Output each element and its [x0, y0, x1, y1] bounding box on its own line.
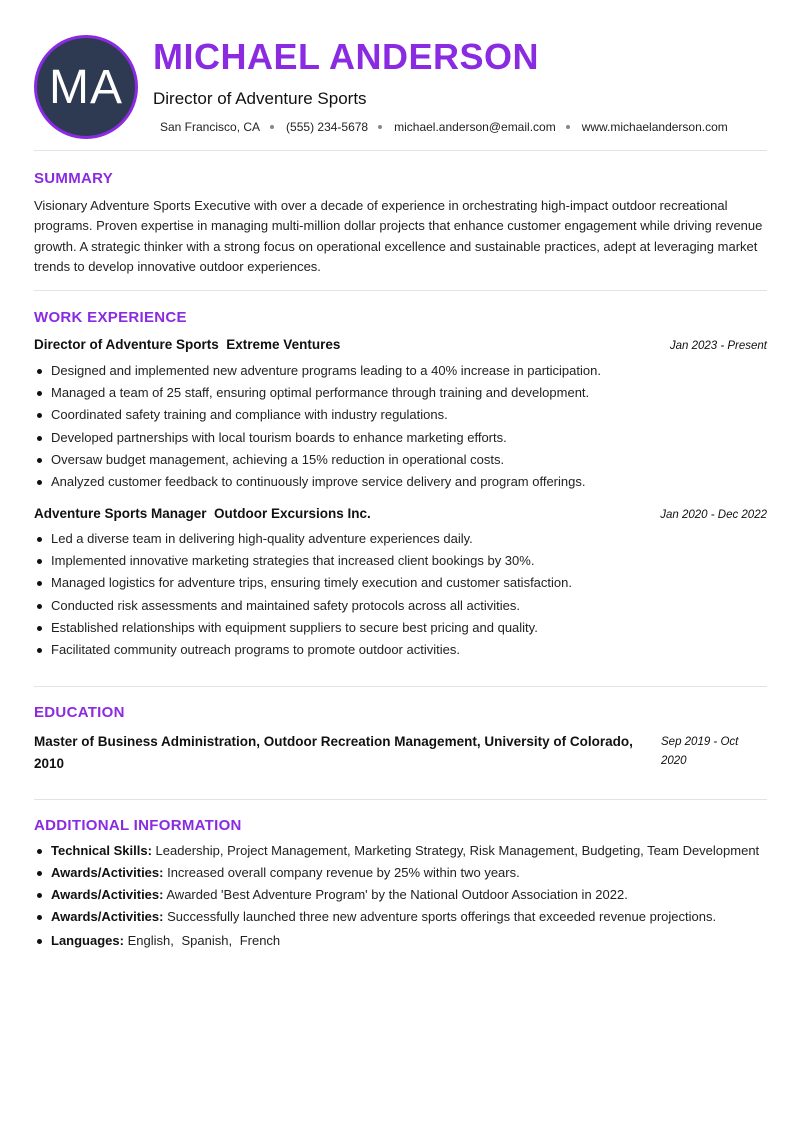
job-bullet: Developed partnerships with local tourism boards to enhance marketing efforts. [34, 427, 767, 449]
job-bullet: Implemented innovative marketing strategies that increased client bookings by 30%. [34, 550, 767, 572]
summary-text: Visionary Adventure Sports Executive with over a decade of experience in orchestrating high-impact outdoor recreational programs. Proven expertise in managing multi-million dollar projects that enhance customer engagement while driving revenue growth. A strategic thinker with a strong focus on operational excellence and sustainable practices, adept at leveraging market trends to develop innovative outdoor experiences. [34, 198, 763, 274]
info-label: Awards/Activities: [51, 909, 164, 924]
info-text: Awarded 'Best Adventure Program' by the National Outdoor Association in 2022. [166, 887, 628, 902]
separator-dot [566, 125, 570, 129]
job-role: Director of Adventure Sports Extreme Ventures [34, 337, 341, 352]
job-dates: Jan 2023 - Present [669, 340, 767, 352]
avatar-initials: MA [49, 60, 123, 114]
candidate-title: Director of Adventure Sports [153, 89, 367, 108]
info-item [34, 864, 767, 883]
separator-dot [378, 125, 382, 129]
education-degree: Master of Business Administration, Outdoor Recreation Management, University of Colorado, 2010 [34, 734, 633, 771]
contact-phone[interactable]: (555) 234-5678 [286, 120, 369, 134]
info-item [34, 908, 767, 927]
job-dates: Jan 2020 - Dec 2022 [660, 509, 767, 521]
info-text: Successfully launched three new adventure sports offerings that exceeded revenue projections. [167, 909, 717, 924]
divider [34, 290, 767, 291]
job-bullet: Established relationships with equipment suppliers to secure best pricing and quality. [34, 617, 767, 639]
job-bullets [34, 528, 767, 661]
contact-location: San Francisco, CA [160, 120, 261, 134]
contact-line [160, 120, 728, 134]
experience-heading: WORK EXPERIENCE [34, 309, 187, 326]
info-label: Awards/Activities: [51, 865, 164, 880]
education-heading: EDUCATION [34, 704, 125, 721]
separator-dot [270, 125, 274, 129]
job-bullet: Managed a team of 25 staff, ensuring optimal performance through training and development. [34, 382, 767, 404]
education-dates: Sep 2019 - Oct 2020 [661, 736, 739, 767]
job-bullet: Led a diverse team in delivering high-quality adventure experiences daily. [34, 528, 767, 550]
additional-heading: ADDITIONAL INFORMATION [34, 817, 242, 834]
languages-list [128, 933, 285, 948]
info-item [34, 886, 767, 905]
divider [34, 799, 767, 800]
job-role: Adventure Sports Manager Outdoor Excursions Inc. [34, 506, 371, 521]
info-label: Awards/Activities: [51, 887, 164, 902]
summary-heading: SUMMARY [34, 170, 114, 187]
additional-list [34, 842, 767, 954]
languages-item [34, 932, 767, 951]
candidate-name: MICHAEL ANDERSON [153, 36, 540, 77]
job-header [34, 337, 767, 352]
language: English, [127, 932, 174, 948]
language: Spanish, [181, 932, 233, 948]
info-item [34, 842, 767, 861]
contact-email[interactable]: michael.anderson@email.com [394, 120, 556, 134]
job-bullet: Conducted risk assessments and maintained safety protocols across all activities. [34, 595, 767, 617]
contact-website[interactable]: www.michaelanderson.com [581, 120, 728, 134]
job-bullet: Designed and implemented new adventure programs leading to a 40% increase in participation. [34, 360, 767, 382]
job-header [34, 506, 767, 521]
job-bullet: Oversaw budget management, achieving a 15% reduction in operational costs. [34, 449, 767, 471]
job-bullets [34, 360, 767, 493]
job-bullet: Analyzed customer feedback to continuously improve service delivery and program offerings. [34, 471, 767, 493]
info-text: Leadership, Project Management, Marketing Strategy, Risk Management, Budgeting, Team Development [155, 843, 760, 858]
avatar [34, 35, 138, 139]
job-bullet: Facilitated community outreach programs to promote outdoor activities. [34, 639, 767, 661]
info-label: Technical Skills: [51, 843, 152, 858]
language: French [239, 932, 281, 948]
info-text: Increased overall company revenue by 25% within two years. [167, 865, 520, 880]
languages-label: Languages: [51, 932, 124, 948]
divider [34, 150, 767, 151]
job-bullet: Managed logistics for adventure trips, ensuring timely execution and customer satisfaction. [34, 572, 767, 594]
divider [34, 686, 767, 687]
job-bullet: Coordinated safety training and compliance with industry regulations. [34, 404, 767, 426]
